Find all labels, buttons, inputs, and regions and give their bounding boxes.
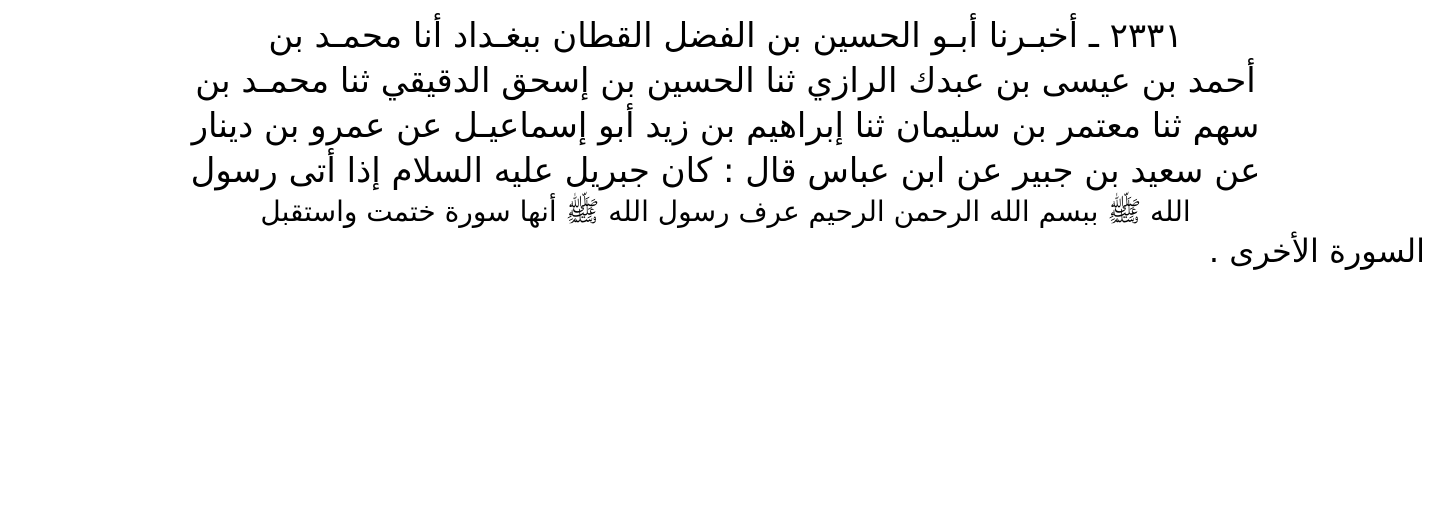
text-line-3 (26, 104, 1425, 149)
text-line-2-content (26, 59, 1425, 104)
text-line-1-text: ٢٣٣١ ـ أخبـرنا أبـو الحسين بن الفضل القطان ببغـداد أنا محمـد بن (268, 16, 1183, 56)
text-line-5 (26, 194, 1425, 231)
text-line-3-text: سهم ثنا معتمر بن سليمان ثنا إبراهيم بن زيد أبو إسماعيـل عن عمرو بن دينار (191, 105, 1260, 146)
text-line-4 (26, 149, 1425, 194)
text-line-4-text: عن سعيد بن جبير عن ابن عباس قال : كان جبريل عليه السلام إذا أتى رسول (190, 150, 1261, 191)
text-line-6-content (26, 230, 1425, 272)
text-line-6-text: السورة الأخرى . (1208, 232, 1425, 271)
text-line-3-content (26, 104, 1425, 149)
text-line-2-text: أحمد بن عيسى بن عبدك الرازي ثنا الحسين بن إسحق الدقيقي ثنا محمـد بن (195, 60, 1256, 101)
text-line-4-content (26, 149, 1425, 194)
text-line-6 (26, 230, 1425, 272)
text-line-2 (26, 59, 1425, 104)
text-line-5-text: الله ﷺ ببسم الله الرحمن الرحيم عرف رسول الله ﷺ أنها سورة ختمت واستقبل (260, 194, 1191, 228)
text-line-5-content (26, 194, 1425, 231)
text-line-1 (26, 14, 1425, 59)
text-line-1-content (26, 14, 1425, 59)
